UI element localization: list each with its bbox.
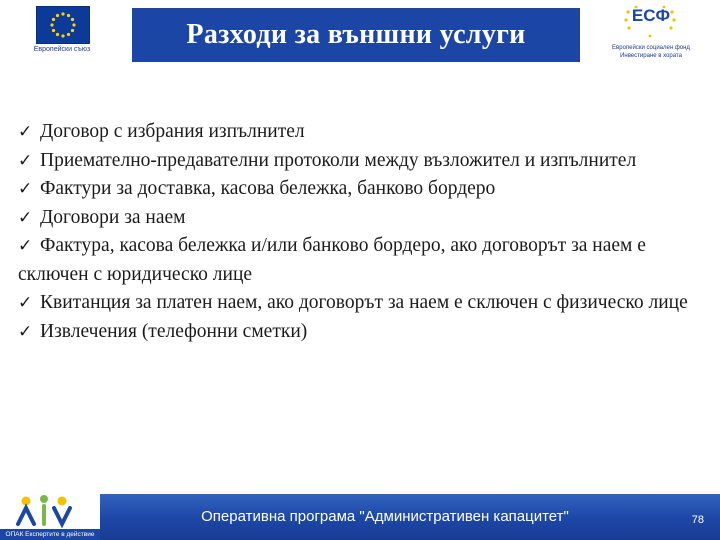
checkmark-icon: ✓ (18, 236, 33, 256)
list-item-text: Договор с избрания изпълнител (40, 121, 305, 142)
checkmark-icon: ✓ (18, 321, 33, 342)
list-item (18, 289, 702, 318)
opak-figures-icon (14, 494, 74, 528)
eu-logo (14, 6, 110, 60)
opak-logo-caption: ОПАК Експертите в действие (0, 529, 100, 540)
esf-logo-text: ЕСФ (631, 6, 671, 25)
list-item (18, 118, 702, 147)
title-banner (132, 8, 580, 62)
list-item (18, 147, 702, 176)
eu-flag-icon (36, 6, 90, 44)
list-item (18, 318, 702, 347)
list-item-text: Приемателно-предавателни протоколи между възложител и изпълнител (40, 149, 637, 171)
list-item-text: Квитанция за платен наем, ако договорът за наем е сключен с физическо лице (40, 292, 688, 313)
checkmark-icon: ✓ (18, 293, 33, 313)
list-item-text: Извлечения (телефонни сметки) (40, 320, 308, 342)
slide-footer (0, 494, 720, 540)
esf-logo (594, 4, 708, 70)
list-item (18, 204, 702, 233)
list-item (18, 232, 702, 289)
checkmark-icon: ✓ (18, 122, 33, 142)
checkmark-icon: ✓ (18, 179, 33, 199)
page-title: Разходи за външни услуги (186, 19, 526, 50)
list-item (18, 175, 702, 204)
checkmark-icon: ✓ (18, 150, 33, 171)
program-title: Оперативна програма "Административен капацитет" (201, 508, 569, 525)
list-item-text: Фактура, касова бележка и/или банково бордеро, ако договорът за наем е сключен с юридическо лице (18, 235, 646, 285)
slide-header (0, 0, 720, 82)
esf-caption-text: Европейски социален фонд Инвестиране в хората (612, 45, 690, 59)
document-list (18, 118, 702, 346)
list-item-text: Договори за наем (40, 206, 186, 228)
opak-logo (0, 494, 100, 540)
list-item-text: Фактури за доставка, касова бележка, банково бордеро (40, 178, 496, 199)
esf-logo-caption (594, 44, 708, 60)
eu-logo-caption: Европейски съюз (33, 46, 91, 53)
page-number: 78 (691, 514, 704, 526)
checkmark-icon: ✓ (18, 207, 33, 228)
